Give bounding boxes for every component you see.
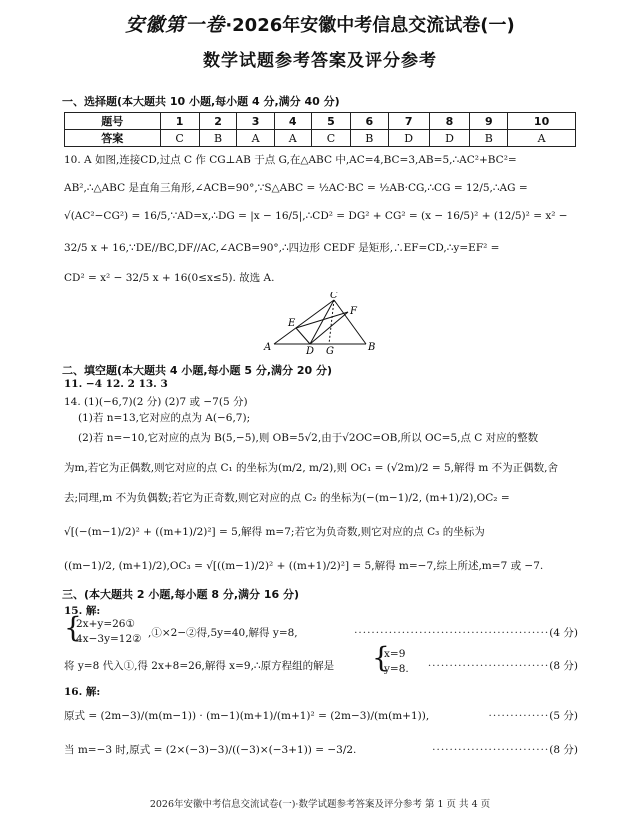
score-text: (5 分) bbox=[549, 710, 578, 722]
q15-step2: 将 y=8 代入①,得 2x+8=26,解得 x=9,∴原方程组的解是 bbox=[64, 660, 335, 672]
cell-answer: C bbox=[160, 130, 199, 147]
cell-number: 4 bbox=[274, 113, 311, 130]
label-e: E bbox=[288, 318, 296, 329]
cell-number: 8 bbox=[429, 113, 470, 130]
page-footer: 2026年安徽中考信息交流试卷(一)·数学试题参考答案及评分参考 第 1 页 共 4 页 bbox=[149, 799, 491, 810]
q11-13-answers: 11. −4 12. 2 13. 3 bbox=[64, 378, 168, 390]
system-eq-1: 2x+y=26① bbox=[76, 618, 135, 630]
cell-number: 2 bbox=[199, 113, 237, 130]
q16-label: 16. 解: bbox=[64, 686, 101, 698]
section1-heading: 一、选择题(本大题共 10 小题,每小题 4 分,满分 40 分) bbox=[62, 95, 340, 108]
q16-step2: 当 m=−3 时,原式 = (2×(−3)−3)/((−3)×(−3+1)) = −3/2. bbox=[64, 744, 357, 756]
cell-answer: D bbox=[388, 130, 429, 147]
q14-answers: 14. (1)(−6,7)(2 分) (2)7 或 −7(5 分) bbox=[64, 396, 248, 408]
q15-score-1: ·············································(4 分) bbox=[354, 627, 578, 639]
cell-answer: B bbox=[350, 130, 388, 147]
q14-part2-line5: ((m−1)/2, (m+1)/2),OC₃ = √[((m−1)/2)² + ((m+1)/2)²] = 5,解得 m=−7,综上所述,m=7 或 −7. bbox=[64, 560, 544, 572]
score-text: (4 分) bbox=[549, 627, 578, 639]
cell-number: 3 bbox=[237, 113, 274, 130]
q15-step1: ,①×2−②得,5y=40,解得 y=8, bbox=[148, 627, 298, 639]
label-f: F bbox=[350, 306, 357, 317]
q14-part2-line2: 为m,若它为正偶数,则它对应的点 C₁ 的坐标为(m/2, m/2),则 OC₁ = (√2m)/2 = 5,解得 m 不为正偶数,舍 bbox=[64, 462, 558, 474]
exam-title: ·2026年安徽中考信息交流试卷(一) bbox=[225, 15, 515, 36]
q10-line-2: AB²,∴△ABC 是直角三角形,∠ACB=90°,∵S△ABC = ½AC·BC = ½AB·CG,∴CG = 12/5,∴AG = bbox=[64, 182, 528, 194]
q14-part2-line3: 去;同理,m 不为负偶数;若它为正奇数,则它对应的点 C₂ 的坐标为(−(m−1)/2, (m+1)/2),OC₂ = bbox=[64, 492, 510, 504]
q15-label: 15. 解: bbox=[64, 605, 101, 617]
cell-answer: B bbox=[199, 130, 237, 147]
q14-part1: (1)若 n=13,它对应的点为 A(−6,7); bbox=[78, 412, 251, 424]
cell-number: 1 bbox=[160, 113, 199, 130]
q10-line-4: 32/5 x + 16,∵DE//BC,DF//AC,∠ACB=90°,∴四边形 CEDF 是矩形,∴EF=CD,∴y=EF² = bbox=[64, 242, 500, 254]
label-b: B bbox=[368, 342, 376, 353]
header bbox=[0, 10, 640, 37]
q10-line-1: 10. A 如图,连接CD,过点 C 作 CG⊥AB 于点 G,在△ABC 中,AC=4,BC=3,AB=5,∴AC²+BC²= bbox=[64, 154, 517, 166]
system-eq-2: 4x−3y=12② bbox=[76, 633, 142, 645]
cell-number: 7 bbox=[388, 113, 429, 130]
q16-score-2: ···························(8 分) bbox=[432, 744, 578, 756]
score-text: (8 分) bbox=[549, 660, 578, 672]
q10-line-5: CD² = x² − 32/5 x + 16(0≤x≤5). 故选 A. bbox=[64, 272, 275, 284]
label-g: G bbox=[326, 346, 334, 356]
cell-answer: D bbox=[429, 130, 470, 147]
cell-answer: C bbox=[311, 130, 350, 147]
solution-y: y=8. bbox=[384, 663, 409, 675]
page-subtitle: 数学试题参考答案及评分参考 bbox=[203, 51, 437, 71]
cell-number: 5 bbox=[311, 113, 350, 130]
label-a: A bbox=[264, 342, 272, 353]
cell-answer: B bbox=[470, 130, 508, 147]
section2-heading: 二、填空题(本大题共 4 小题,每小题 5 分,满分 20 分) bbox=[62, 364, 333, 377]
q14-part2-line4: √[(−(m−1)/2)² + ((m+1)/2)²] = 5,解得 m=7;若它为负奇数,则它对应的点 C₃ 的坐标为 bbox=[64, 526, 485, 538]
label-d: D bbox=[306, 346, 315, 356]
brand-logo: 安徽第一卷 bbox=[125, 14, 226, 36]
row-label-number: 题号 bbox=[65, 113, 161, 130]
q15-score-2: ····························(8 分) bbox=[427, 660, 578, 672]
section3-heading: 三、(本大题共 2 小题,每小题 8 分,满分 16 分) bbox=[62, 588, 300, 601]
cell-number: 9 bbox=[470, 113, 508, 130]
score-text: (8 分) bbox=[549, 744, 578, 756]
cell-answer: A bbox=[508, 130, 576, 147]
solution-x: x=9 bbox=[384, 648, 406, 660]
left-brace-icon: { bbox=[372, 641, 390, 674]
q14-part2-line1: (2)若 n=−10,它对应的点为 B(5,−5),则 OB=5√2,由于√2OC=OB,所以 OC=5,点 C 对应的整数 bbox=[78, 432, 539, 444]
cell-number: 10 bbox=[508, 113, 576, 130]
q16-step1: 原式 = (2m−3)/(m(m−1)) · (m−1)(m+1)/(m+1)² = (2m−3)/(m(m+1)), bbox=[64, 710, 430, 722]
cell-number: 6 bbox=[350, 113, 388, 130]
q10-line-3: √(AC²−CG²) = 16/5,∵AD=x,∴DG = |x − 16/5|,∴CD² = DG² + CG² = (x − 16/5)² + (12/5)² = x² − bbox=[64, 210, 568, 222]
row-label-answer: 答案 bbox=[65, 130, 161, 147]
triangle-figure bbox=[262, 292, 382, 356]
cell-answer: A bbox=[237, 130, 274, 147]
answer-table bbox=[64, 112, 576, 147]
number-row bbox=[65, 113, 576, 130]
left-brace-icon: { bbox=[64, 611, 82, 644]
label-c: C bbox=[330, 292, 338, 301]
cell-answer: A bbox=[274, 130, 311, 147]
q16-score-1: ··············(5 分) bbox=[488, 710, 578, 722]
answer-row bbox=[65, 130, 576, 147]
